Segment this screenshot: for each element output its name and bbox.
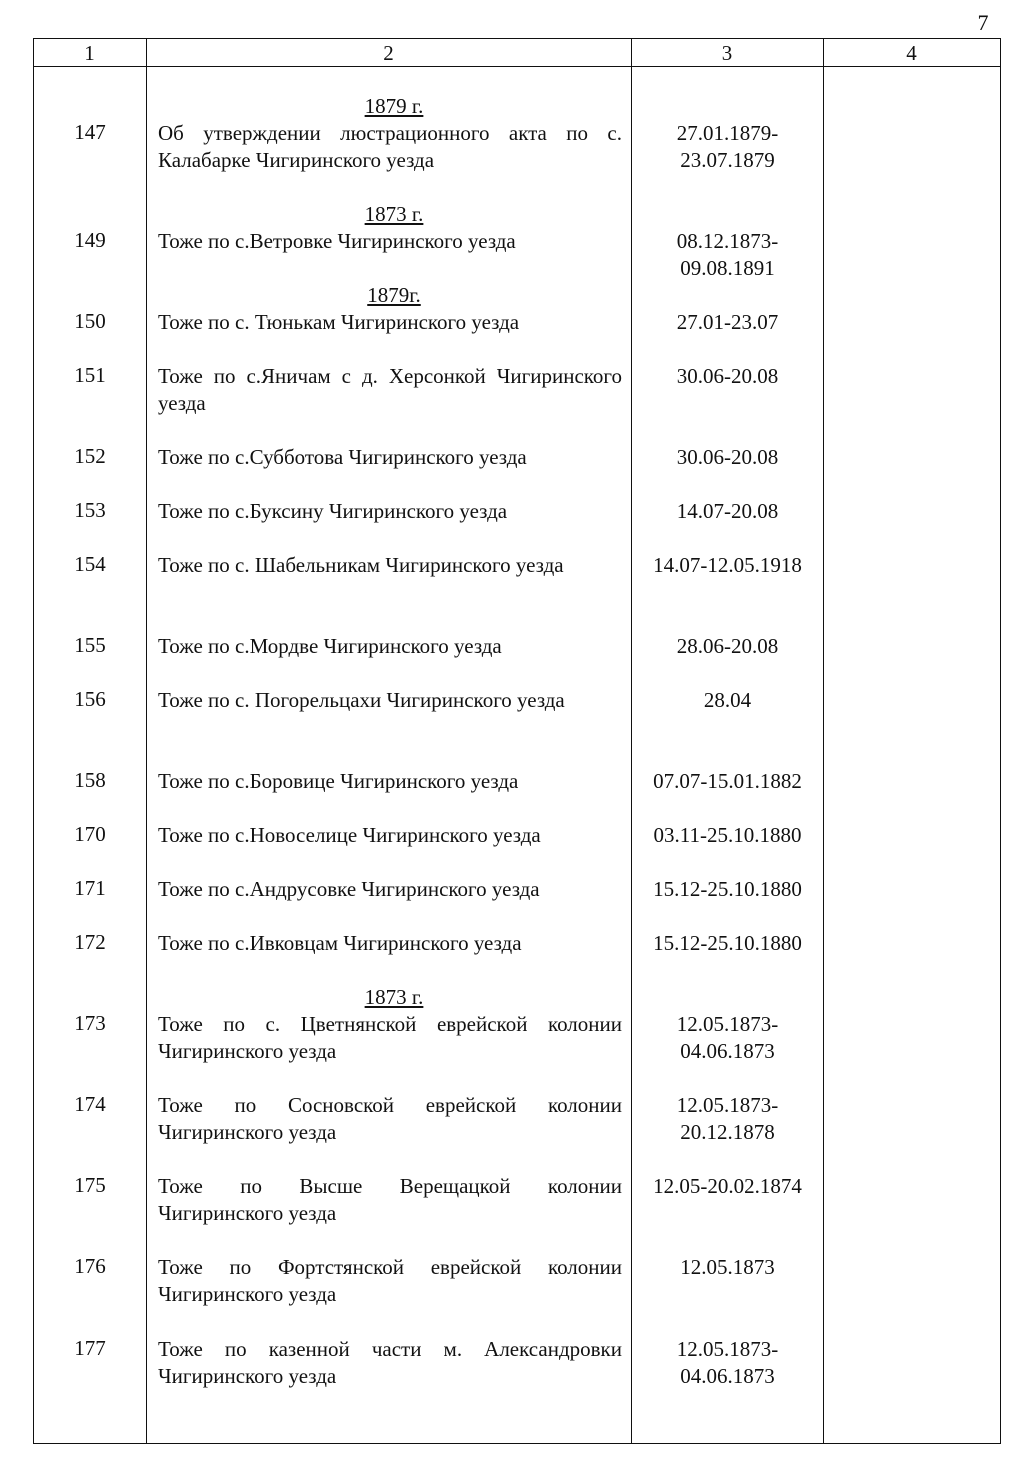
row-title: Тоже по с. Погорельцахи Чигиринского уезда bbox=[158, 688, 565, 712]
row-number: 174 bbox=[74, 1092, 106, 1116]
row-dates: 08.12.1873- 09.08.1891 bbox=[676, 229, 779, 280]
table-border-left bbox=[33, 38, 34, 1444]
column-header-2: 2 bbox=[383, 41, 394, 65]
row-number: 170 bbox=[74, 822, 106, 846]
row-dates: 12.05.1873- 04.06.1873 bbox=[676, 1337, 779, 1388]
row-title: Тоже по с. Шабельникам Чигиринского уезда bbox=[158, 553, 564, 577]
row-number: 153 bbox=[74, 498, 106, 522]
row-number: 173 bbox=[74, 1011, 106, 1035]
row-number: 171 bbox=[74, 876, 106, 900]
row-title: Об утверждении люстрационного акта по с. Калабарке Чигиринского уезда bbox=[158, 121, 622, 172]
row-title: Тоже по с.Ивковцам Чигиринского уезда bbox=[158, 931, 522, 955]
row-dates: 30.06-20.08 bbox=[676, 445, 779, 469]
row-dates: 03.11-25.10.1880 bbox=[653, 823, 802, 847]
column-header-1: 1 bbox=[84, 41, 95, 65]
row-title: Тоже по с.Субботова Чигиринского уезда bbox=[158, 445, 527, 469]
row-dates: 27.01-23.07 bbox=[676, 310, 779, 334]
row-title: Тоже по с. Цветнянской еврейской колонии Чигиринского уезда bbox=[158, 1012, 622, 1063]
row-dates: 12.05.1873- 04.06.1873 bbox=[676, 1012, 779, 1063]
table-border-top bbox=[33, 38, 1001, 39]
row-title: Тоже по с.Андрусовке Чигиринского уезда bbox=[158, 877, 540, 901]
row-title: Тоже по с.Новоселице Чигиринского уезда bbox=[158, 823, 541, 847]
year-heading: 1873 г. bbox=[364, 202, 424, 226]
page-number: 7 bbox=[977, 10, 989, 35]
row-title: Тоже по Высше Верещацкой колонии Чигиринского уезда bbox=[158, 1174, 622, 1225]
row-dates: 27.01.1879- 23.07.1879 bbox=[676, 121, 779, 172]
column-divider bbox=[146, 38, 147, 1444]
column-divider bbox=[823, 38, 824, 1444]
row-title: Тоже по с.Ветровке Чигиринского уезда bbox=[158, 229, 516, 253]
row-number: 177 bbox=[74, 1336, 106, 1360]
column-divider bbox=[631, 38, 632, 1444]
row-dates: 14.07-20.08 bbox=[676, 499, 779, 523]
table-border-bottom bbox=[33, 1443, 1001, 1444]
table-border-right bbox=[1000, 38, 1001, 1444]
year-heading: 1873 г. bbox=[364, 985, 424, 1009]
column-header-3: 3 bbox=[721, 41, 733, 65]
row-number: 154 bbox=[74, 552, 106, 576]
row-dates: 14.07-12.05.1918 bbox=[653, 553, 802, 577]
row-title: Тоже по с.Мордве Чигиринского уезда bbox=[158, 634, 502, 658]
row-number: 152 bbox=[74, 444, 106, 468]
column-header-4: 4 bbox=[906, 41, 917, 65]
row-number: 176 bbox=[74, 1254, 106, 1278]
row-number: 156 bbox=[74, 687, 106, 711]
row-dates: 12.05.1873 bbox=[680, 1255, 775, 1279]
row-number: 155 bbox=[74, 633, 106, 657]
row-title: Тоже по с. Тюнькам Чигиринского уезда bbox=[158, 310, 520, 334]
year-heading: 1879г. bbox=[367, 283, 421, 307]
row-title: Тоже по Фортстянской еврейской колонии Чигиринского уезда bbox=[158, 1255, 622, 1306]
row-title: Тоже по казенной части м. Александровки Чигиринского уезда bbox=[158, 1337, 622, 1388]
row-number: 151 bbox=[74, 363, 106, 387]
row-number: 150 bbox=[74, 309, 106, 333]
row-dates: 12.05-20.02.1874 bbox=[653, 1174, 802, 1198]
row-dates: 07.07-15.01.1882 bbox=[653, 769, 802, 793]
header-divider bbox=[33, 66, 1001, 67]
row-number: 149 bbox=[74, 228, 106, 252]
row-dates: 15.12-25.10.1880 bbox=[653, 931, 802, 955]
row-dates: 15.12-25.10.1880 bbox=[653, 877, 802, 901]
row-title: Тоже по с.Буксину Чигиринского уезда bbox=[158, 499, 508, 523]
row-number: 172 bbox=[74, 930, 106, 954]
row-title: Тоже по с.Яничам с д. Херсонкой Чигиринского уезда bbox=[158, 364, 622, 415]
row-number: 147 bbox=[74, 120, 106, 144]
year-heading: 1879 г. bbox=[364, 94, 424, 118]
row-dates: 28.06-20.08 bbox=[676, 634, 779, 658]
row-title: Тоже по с.Боровице Чигиринского уезда bbox=[158, 769, 519, 793]
row-dates: 30.06-20.08 bbox=[676, 364, 779, 388]
row-number: 175 bbox=[74, 1173, 106, 1197]
row-dates: 28.04 bbox=[703, 688, 752, 712]
row-title: Тоже по Сосновской еврейской колонии Чигиринского уезда bbox=[158, 1093, 622, 1144]
row-dates: 12.05.1873- 20.12.1878 bbox=[676, 1093, 779, 1144]
row-number: 158 bbox=[74, 768, 106, 792]
